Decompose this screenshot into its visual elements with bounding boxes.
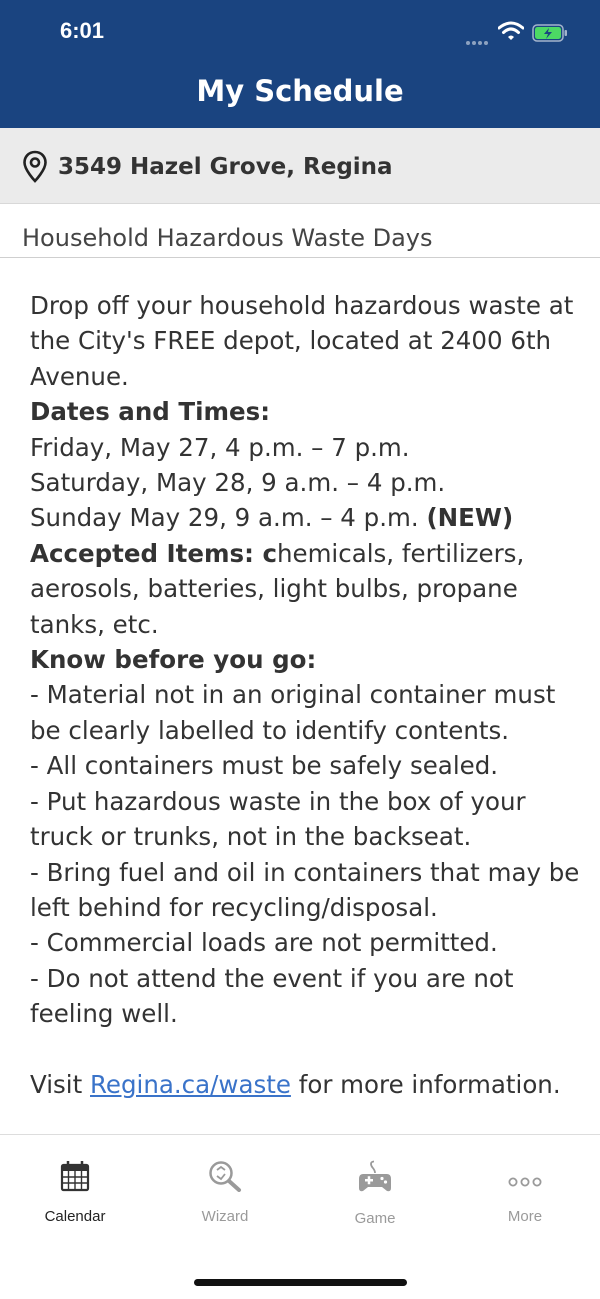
- tab-game[interactable]: [300, 1160, 450, 1240]
- spacer: [30, 1032, 585, 1067]
- game-icon: [357, 1160, 393, 1194]
- tip-item: - Do not attend the event if you are not feeling well.: [30, 963, 514, 1029]
- tip-item: - Commercial loads are not permitted.: [30, 928, 498, 958]
- home-indicator[interactable]: [194, 1279, 407, 1286]
- dates-heading: Dates and Times:: [30, 397, 270, 427]
- date-saturday: Saturday, May 28, 9 a.m. – 4 p.m.: [30, 468, 446, 498]
- tab-label: Game: [354, 1210, 396, 1227]
- waste-link[interactable]: Regina.ca/waste: [90, 1069, 291, 1099]
- date-sunday: Sunday May 29, 9 a.m. – 4 p.m.: [30, 503, 419, 533]
- section-divider: [0, 257, 600, 258]
- calendar-icon: [60, 1160, 90, 1192]
- battery-icon: [532, 24, 568, 42]
- visit-prefix: Visit: [30, 1069, 90, 1099]
- tip-item: - Material not in an original container must be clearly labelled to identify contents.: [30, 680, 556, 745]
- date-friday: Friday, May 27, 4 p.m. – 7 p.m.: [30, 432, 410, 462]
- tip-item: - All containers must be safely sealed.: [30, 751, 499, 781]
- know-heading: Know before you go:: [30, 645, 317, 675]
- status-time: 6:01: [60, 18, 105, 43]
- app-header: [0, 0, 600, 128]
- tab-label: More: [507, 1208, 543, 1225]
- page-title: My Schedule: [196, 74, 404, 108]
- section-title: Household Hazardous Waste Days: [22, 224, 433, 252]
- tabbar-divider: [0, 1134, 600, 1135]
- wifi-icon: [498, 20, 524, 42]
- tab-calendar[interactable]: [0, 1160, 150, 1240]
- tip-item: - Put hazardous waste in the box of your truck or trunks, not in the backseat.: [30, 786, 526, 852]
- tab-wizard[interactable]: [150, 1160, 300, 1240]
- tab-label: Calendar: [44, 1208, 106, 1225]
- tip-item: - Bring fuel and oil in containers that may be left behind for recycling/disposal.: [30, 857, 580, 922]
- location-pin-icon: [22, 150, 48, 184]
- event-details: [30, 288, 585, 1102]
- intro-text: Drop off your household hazardous waste at the City's FREE depot, located at 2400 6th Avenue.: [30, 291, 574, 391]
- address-text[interactable]: 3549 Hazel Grove, Regina: [58, 154, 393, 180]
- cellular-signal-icon: [466, 30, 490, 36]
- visit-suffix: for more information.: [290, 1069, 561, 1099]
- new-badge: (NEW): [426, 503, 514, 533]
- tab-more[interactable]: [450, 1160, 600, 1240]
- wizard-icon: [208, 1160, 242, 1192]
- more-icon: [507, 1160, 543, 1192]
- accepted-heading: Accepted Items: c: [30, 538, 277, 568]
- visit-line: [30, 1067, 585, 1102]
- accepted-items: hemicals, fertilizers, aerosols, batteries, light bulbs, propane tanks, etc.: [30, 538, 525, 639]
- tab-label: Wizard: [201, 1208, 249, 1225]
